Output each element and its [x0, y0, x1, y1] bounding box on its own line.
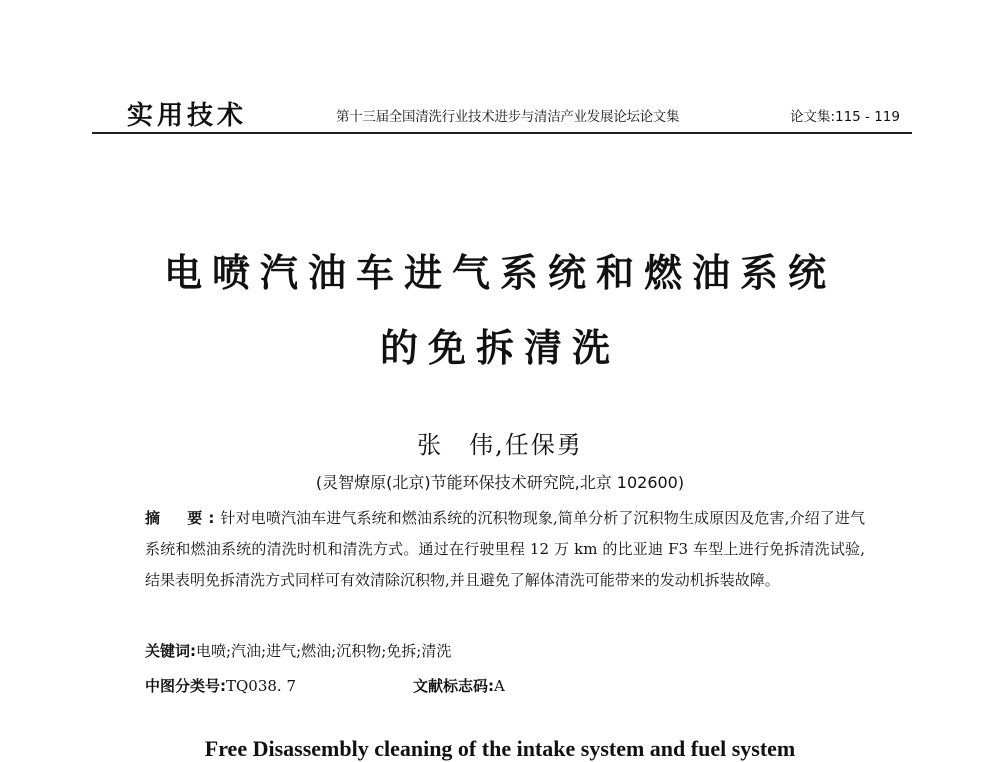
- classification-number: [145, 675, 296, 696]
- journal-name: 第十三届全国清洗行业技术进步与清洁产业发展论坛论文集: [336, 109, 680, 125]
- abstract: [145, 503, 865, 596]
- keywords: [145, 640, 451, 661]
- document-code-value: A: [494, 677, 505, 695]
- abstract-text: 针对电喷汽油车进气系统和燃油系统的沉积物现象,简单分析了沉积物生成原因及危害,介绍了进气系统和燃油系统的清洗时机和清洗方式。通过在行驶里程 12 万 km 的比亚迪 F3 车型上进行免拆清洗试验,结果表明免拆清洗方式同样可有效清除沉积物,并且避免了解体清洗可能带来的发动机拆装故障。: [145, 509, 866, 589]
- authors: 张 伟,任保勇: [417, 431, 583, 459]
- page-header: [92, 92, 912, 134]
- keywords-label: 关键词:: [145, 642, 196, 660]
- paper-title-line-2: 的免拆清洗: [379, 325, 620, 370]
- abstract-label: 摘 要:: [145, 509, 221, 527]
- document-code: [413, 675, 505, 696]
- paper-title-line-1: 电喷汽油车进气系统和燃油系统: [163, 250, 836, 295]
- english-title: Free Disassembly cleaning of the intake system and fuel system: [204, 736, 796, 761]
- classification-value: TQ038. 7: [226, 677, 297, 695]
- classification-label: 中图分类号:: [145, 677, 226, 695]
- page-range: 论文集:115 - 119: [789, 109, 900, 125]
- section-label: 实用技术: [127, 101, 248, 131]
- document-code-label: 文献标志码:: [413, 677, 494, 695]
- keywords-text: 电喷;汽油;进气;燃油;沉积物;免拆;清洗: [196, 642, 452, 660]
- affiliation: (灵智燎原(北京)节能环保技术研究院,北京 102600): [315, 473, 685, 492]
